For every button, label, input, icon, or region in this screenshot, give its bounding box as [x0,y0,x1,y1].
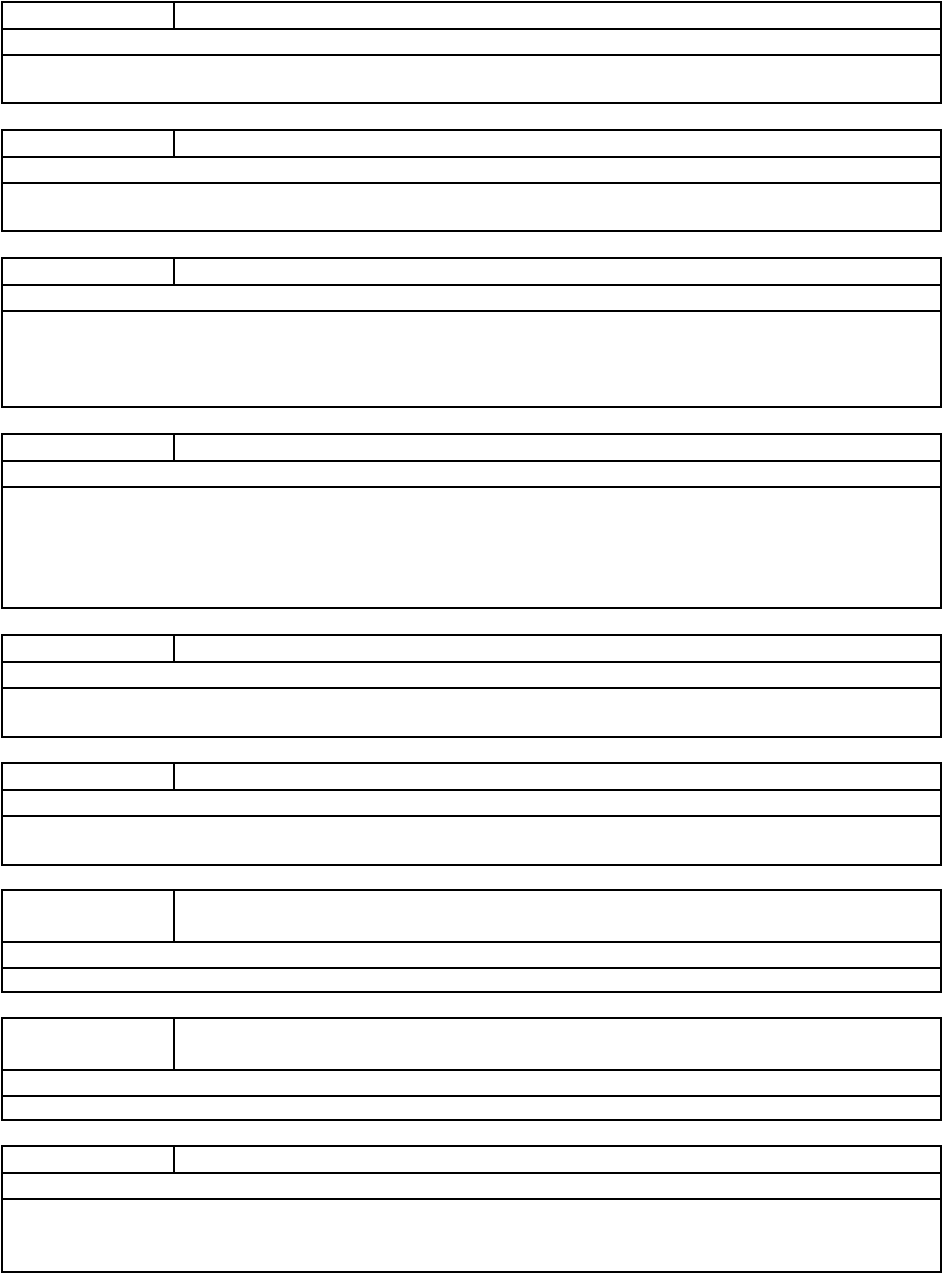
card-header-row [3,131,940,156]
record-card [1,433,942,609]
card-header-row [3,435,940,460]
card-header-row [3,636,940,661]
field-label-cell [3,1147,175,1172]
card-body-row [3,815,940,864]
card-body-row [3,687,940,736]
card-subtitle-row [3,1172,940,1198]
record-card [1,129,942,232]
field-label-cell [3,435,175,460]
field-label-cell [3,636,175,661]
record-card [1,257,942,408]
field-value-cell [175,1019,940,1073]
card-subtitle-row [3,460,940,486]
card-subtitle-row [3,284,940,310]
field-label-cell [3,891,175,941]
record-card [1,634,942,738]
field-label-cell [3,259,175,284]
card-body-row [3,1095,940,1119]
field-label-cell [3,131,175,156]
record-card [1,762,942,866]
card-body-row [3,486,940,607]
card-header-row [3,1019,940,1069]
field-label-cell [3,3,175,28]
card-body-row [3,182,940,230]
card-subtitle-row [3,789,940,815]
card-header-row [3,891,940,941]
card-body-row [3,54,940,102]
card-body-row [3,310,940,406]
card-body-row [3,967,940,991]
card-subtitle-row [3,1069,940,1095]
card-header-row [3,3,940,28]
card-subtitle-row [3,156,940,182]
card-header-row [3,1147,940,1172]
card-subtitle-row [3,941,940,967]
card-body-row [3,1198,940,1271]
record-card [1,889,942,993]
card-header-row [3,259,940,284]
record-card [1,1,942,104]
card-subtitle-row [3,28,940,54]
field-label-cell [3,764,175,789]
card-header-row [3,764,940,789]
field-value-cell [175,891,940,945]
record-card [1,1145,942,1273]
field-label-cell [3,1019,175,1069]
record-card [1,1017,942,1121]
card-subtitle-row [3,661,940,687]
